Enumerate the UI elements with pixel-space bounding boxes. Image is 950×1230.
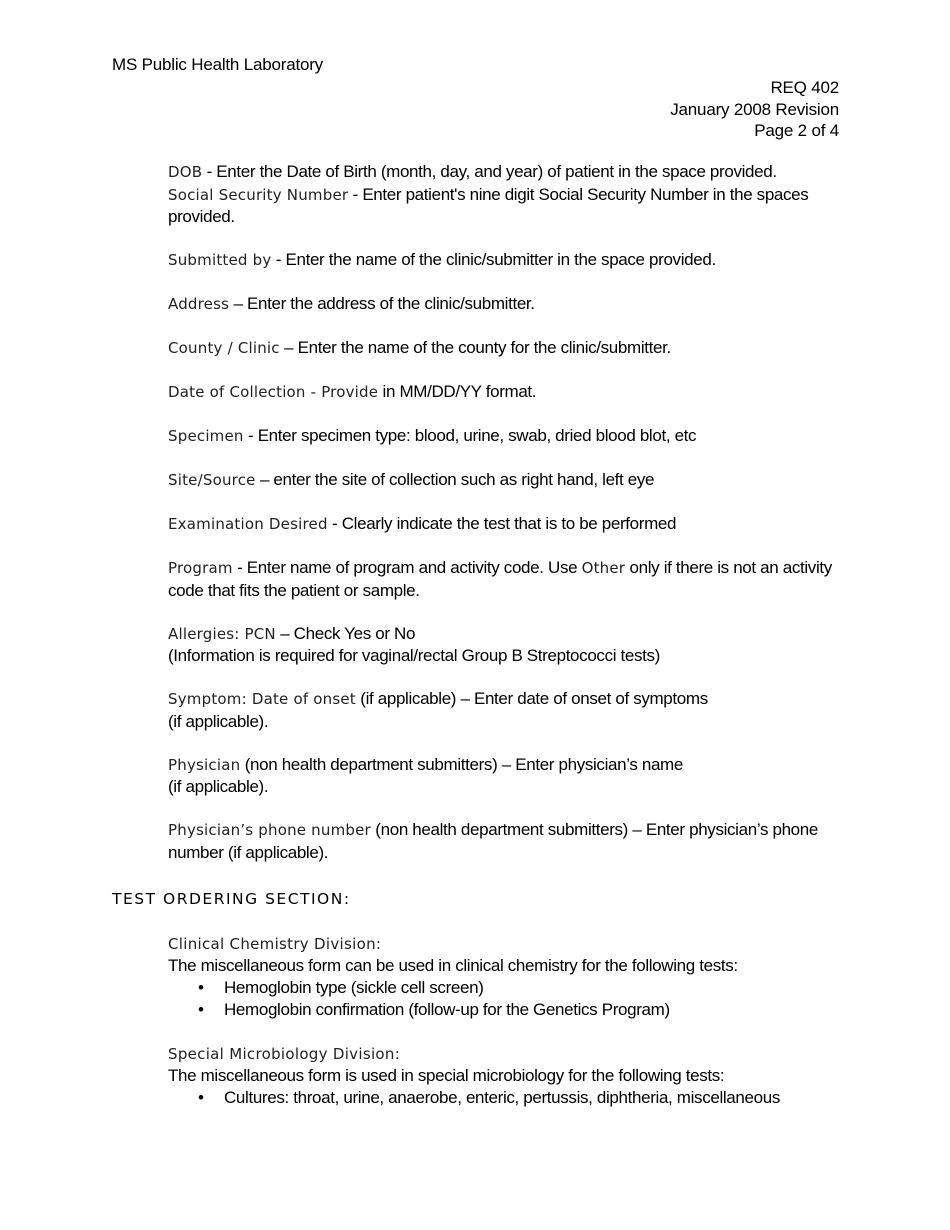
instruction-site-source (168, 469, 848, 492)
field-label: Social Security Number (168, 185, 349, 204)
instruction-text: – Enter the address of the clinic/submitter. (229, 294, 535, 313)
field-label: Address (168, 295, 230, 313)
instruction-physician (168, 754, 848, 798)
division-title: Special Microbiology Division: (168, 1045, 401, 1063)
instruction-ssn (168, 184, 848, 228)
test-list (168, 977, 868, 1021)
list-item (168, 977, 868, 999)
instruction-symptom (168, 688, 848, 732)
test-ordering-section (168, 933, 868, 1109)
instruction-address (168, 293, 848, 316)
division-intro: The miscellaneous form is used in special microbiology for the following tests: (168, 1066, 725, 1085)
instruction-physician-phone (168, 819, 848, 863)
field-label: Allergies: PCN (168, 624, 276, 643)
field-label: DOB (168, 163, 203, 181)
field-label: Specimen (168, 427, 244, 445)
test-list (168, 1087, 868, 1109)
instruction-allergies (168, 623, 848, 667)
page-number: Page 2 of 4 (754, 121, 839, 140)
field-label: Symptom: Date of onset (168, 690, 356, 708)
instruction-text: (non health department submitters) – Enter physician’s phone number (if applicable). (168, 820, 818, 862)
list-item-text: Cultures: throat, urine, anaerobe, enteric, pertussis, diphtheria, miscellaneous (224, 1088, 780, 1107)
form-header-block (670, 77, 839, 142)
division-title: Clinical Chemistry Division: (168, 935, 382, 953)
instruction-text: - Clearly indicate the test that is to be performed (327, 514, 677, 533)
bullet-icon: • (198, 1088, 204, 1107)
revision-date: January 2008 Revision (670, 99, 839, 119)
form-id: REQ 402 (770, 78, 839, 97)
instruction-program (168, 557, 848, 601)
division-special-microbiology (168, 1043, 868, 1109)
field-label: Submitted by (168, 251, 272, 269)
division-clinical-chemistry (168, 933, 868, 1021)
instruction-text: – enter the site of collection such as right hand, left eye (255, 470, 655, 489)
bullet-icon: • (198, 1000, 204, 1019)
field-label-other: Other (581, 559, 626, 577)
field-label: Physician (168, 755, 241, 774)
instruction-note: (Information is required for vaginal/rectal Group B Streptococci tests) (168, 646, 660, 665)
field-label: Physician’s phone number (168, 821, 371, 839)
instruction-dob (168, 161, 848, 184)
instruction-text: - Enter the Date of Birth (month, day, and year) of patient in the space provided. (202, 162, 777, 181)
instruction-text: – Check Yes or No (275, 623, 416, 643)
field-label: Date of Collection - Provide (168, 383, 379, 401)
instruction-text: – Enter the name of the county for the clinic/submitter. (279, 338, 671, 357)
instruction-note: (if applicable). (168, 711, 269, 731)
list-item-text: Hemoglobin type (sickle cell screen) (224, 978, 484, 997)
list-item-text: Hemoglobin confirmation (follow-up for the Genetics Program) (224, 1000, 670, 1019)
instruction-examination-desired (168, 513, 848, 536)
field-label: Program (168, 559, 233, 577)
lab-name: MS Public Health Laboratory (112, 55, 323, 74)
bullet-icon: • (198, 978, 204, 997)
instruction-text: - Enter patient's nine digit Social Security Number in the spaces provided. (168, 184, 809, 226)
instruction-date-of-collection (168, 381, 848, 404)
field-instructions (168, 161, 848, 885)
list-item (168, 1087, 868, 1109)
instruction-text: in MM/DD/YY format. (378, 382, 537, 401)
field-label: County / Clinic (168, 339, 280, 357)
instruction-specimen (168, 425, 848, 448)
instruction-text: (non health department submitters) – Enter physician’s name (240, 754, 683, 774)
instruction-text: (if applicable) – Enter date of onset of symptoms (355, 689, 708, 708)
list-item (168, 999, 868, 1021)
test-ordering-heading: TEST ORDERING SECTION: (112, 890, 351, 908)
field-label: Examination Desired (168, 515, 328, 533)
instruction-text: - Enter name of program and activity code. Use (232, 558, 582, 577)
instruction-county-clinic (168, 337, 848, 360)
instruction-text: - Enter the name of the clinic/submitter in the space provided. (271, 250, 716, 269)
instruction-text: only if there is not an activity code that fits the patient or sample. (168, 558, 832, 600)
field-label: Site/Source (168, 471, 256, 489)
instruction-text: - Enter specimen type: blood, urine, swab, dried blood blot, etc (243, 426, 697, 445)
instruction-note: (if applicable). (168, 777, 269, 796)
instruction-submitted-by (168, 249, 848, 272)
division-intro: The miscellaneous form can be used in clinical chemistry for the following tests: (168, 956, 738, 975)
